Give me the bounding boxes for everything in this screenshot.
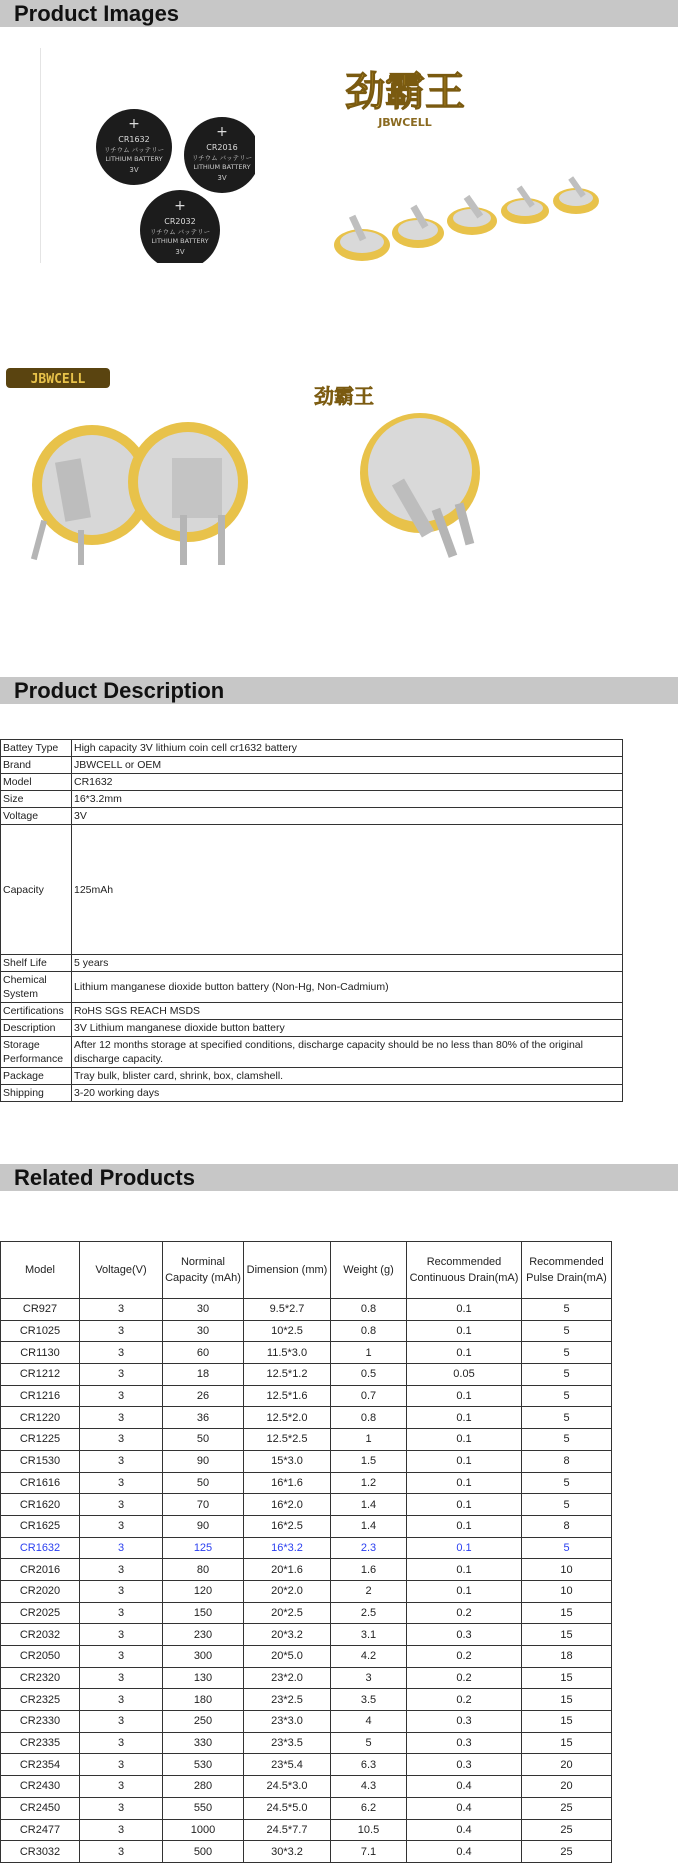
- single-tabbed-battery-image: [310, 378, 510, 588]
- cell-dimension: 16*2.5: [244, 1515, 331, 1537]
- cell-continuous-drain: 0.3: [407, 1711, 522, 1733]
- cell-capacity: 26: [163, 1385, 244, 1407]
- spec-value: 5 years: [72, 955, 623, 972]
- table-row: [1, 1841, 612, 1863]
- product-images-title: Product Images: [14, 1, 180, 26]
- cell-dimension: 12.5*2.5: [244, 1429, 331, 1451]
- cell-model: CR1025: [1, 1320, 80, 1342]
- coin-volt-label: 3V: [129, 166, 139, 174]
- table-row: [1, 1320, 612, 1342]
- spec-row: [1, 774, 623, 791]
- cell-pulse-drain: 10: [522, 1580, 612, 1602]
- cell-dimension: 16*2.0: [244, 1494, 331, 1516]
- cell-voltage: 3: [80, 1364, 163, 1386]
- brand-badge-text: JBWCELL: [30, 372, 86, 387]
- spec-row: [1, 972, 623, 1003]
- table-row: [1, 1494, 612, 1516]
- cell-pulse-drain: 15: [522, 1711, 612, 1733]
- cell-capacity: 50: [163, 1472, 244, 1494]
- cell-dimension: 23*3.0: [244, 1711, 331, 1733]
- cell-continuous-drain: 0.05: [407, 1364, 522, 1386]
- product-description-header: [0, 677, 678, 704]
- cell-dimension: 23*3.5: [244, 1732, 331, 1754]
- coin-cr1632: [96, 109, 172, 185]
- cell-dimension: 20*5.0: [244, 1646, 331, 1668]
- coin-en-label: LITHIUM BATTERY: [193, 163, 251, 171]
- cell-weight: 1.2: [331, 1472, 407, 1494]
- cell-weight: 4.2: [331, 1646, 407, 1668]
- col-header-weight: Weight (g): [331, 1242, 407, 1299]
- cell-pulse-drain: 5: [522, 1407, 612, 1429]
- spec-row: [1, 1037, 623, 1068]
- cell-continuous-drain: 0.1: [407, 1407, 522, 1429]
- cell-capacity: 30: [163, 1299, 244, 1321]
- cell-voltage: 3: [80, 1646, 163, 1668]
- table-row: [1, 1646, 612, 1668]
- cell-capacity: 550: [163, 1797, 244, 1819]
- spec-key: Capacity: [1, 825, 72, 955]
- cell-weight: 10.5: [331, 1819, 407, 1841]
- spec-key: Package: [1, 1068, 72, 1085]
- cell-capacity: 36: [163, 1407, 244, 1429]
- cell-pulse-drain: 5: [522, 1494, 612, 1516]
- related-products-title: Related Products: [14, 1165, 195, 1190]
- cell-voltage: 3: [80, 1841, 163, 1863]
- product-images-header: [0, 0, 678, 27]
- cell-capacity: 500: [163, 1841, 244, 1863]
- brand-logo: [345, 68, 465, 129]
- cell-voltage: 3: [80, 1797, 163, 1819]
- cell-pulse-drain: 5: [522, 1429, 612, 1451]
- tabbed-batteries-image: [330, 55, 620, 280]
- cell-model: CR2477: [1, 1819, 80, 1841]
- cell-weight: 3.1: [331, 1624, 407, 1646]
- cell-voltage: 3: [80, 1385, 163, 1407]
- cell-continuous-drain: 0.2: [407, 1689, 522, 1711]
- cell-capacity: 530: [163, 1754, 244, 1776]
- cell-dimension: 20*1.6: [244, 1559, 331, 1581]
- cell-pulse-drain: 8: [522, 1515, 612, 1537]
- cell-pulse-drain: 5: [522, 1472, 612, 1494]
- cell-capacity: 30: [163, 1320, 244, 1342]
- cell-model: CR1530: [1, 1450, 80, 1472]
- cell-voltage: 3: [80, 1299, 163, 1321]
- cell-voltage: 3: [80, 1689, 163, 1711]
- cell-model: CR1220: [1, 1407, 80, 1429]
- cell-pulse-drain: 5: [522, 1537, 612, 1559]
- cell-pulse-drain: 15: [522, 1602, 612, 1624]
- table-row: [1, 1407, 612, 1429]
- spec-key: Battey Type: [1, 740, 72, 757]
- logo-chinese-text: 劲霸王: [345, 68, 465, 115]
- cell-capacity: 330: [163, 1732, 244, 1754]
- related-products-table: [0, 1241, 612, 1863]
- spec-value: 3V Lithium manganese dioxide button battery: [72, 1020, 623, 1037]
- table-row: [1, 1580, 612, 1602]
- cell-model: CR1130: [1, 1342, 80, 1364]
- cell-weight: 2: [331, 1580, 407, 1602]
- table-row: [1, 1342, 612, 1364]
- cell-dimension: 15*3.0: [244, 1450, 331, 1472]
- cell-capacity: 130: [163, 1667, 244, 1689]
- product-description-table: [0, 739, 623, 1102]
- logo-brand-text: JBWCELL: [378, 116, 432, 129]
- spec-value: JBWCELL or OEM: [72, 757, 623, 774]
- cell-continuous-drain: 0.1: [407, 1299, 522, 1321]
- cell-voltage: 3: [80, 1711, 163, 1733]
- cell-capacity: 230: [163, 1624, 244, 1646]
- col-header-continuous-drain: Recommended Continuous Drain(mA): [407, 1242, 522, 1299]
- cell-capacity: 1000: [163, 1819, 244, 1841]
- cell-pulse-drain: 25: [522, 1797, 612, 1819]
- spec-row: [1, 955, 623, 972]
- spec-key: Model: [1, 774, 72, 791]
- cell-model: CR2016: [1, 1559, 80, 1581]
- spec-key: Storage Performance: [1, 1037, 72, 1068]
- cell-continuous-drain: 0.4: [407, 1841, 522, 1863]
- product-description-title: Product Description: [14, 678, 225, 703]
- spec-key: Brand: [1, 757, 72, 774]
- cell-voltage: 3: [80, 1624, 163, 1646]
- coin-jp-label: リチウム バッテリー: [191, 154, 253, 162]
- spec-value: RoHS SGS REACH MSDS: [72, 1003, 623, 1020]
- cell-voltage: 3: [80, 1320, 163, 1342]
- table-row: [1, 1450, 612, 1472]
- spec-row: [1, 1020, 623, 1037]
- cell-pulse-drain: 20: [522, 1754, 612, 1776]
- cell-model: CR2430: [1, 1776, 80, 1798]
- cell-pulse-drain: 18: [522, 1646, 612, 1668]
- spec-value: CR1632: [72, 774, 623, 791]
- cell-model: CR2050: [1, 1646, 80, 1668]
- cell-dimension: 24.5*5.0: [244, 1797, 331, 1819]
- cell-pulse-drain: 8: [522, 1450, 612, 1472]
- cell-weight: 6.3: [331, 1754, 407, 1776]
- col-header-model: Model: [1, 1242, 80, 1299]
- cell-continuous-drain: 0.1: [407, 1450, 522, 1472]
- col-header-voltage: Voltage(V): [80, 1242, 163, 1299]
- spec-value: After 12 months storage at specified conditions, discharge capacity should be no less than 80% of the original discharge capacity.: [72, 1037, 623, 1068]
- cell-model: CR1620: [1, 1494, 80, 1516]
- cell-continuous-drain: 0.1: [407, 1320, 522, 1342]
- cell-dimension: 23*2.5: [244, 1689, 331, 1711]
- cell-model: CR2032: [1, 1624, 80, 1646]
- small-logo-text: 劲霸王: [314, 384, 374, 408]
- cell-voltage: 3: [80, 1732, 163, 1754]
- col-header-dimension: Dimension (mm): [244, 1242, 331, 1299]
- table-row: [1, 1472, 612, 1494]
- cell-continuous-drain: 0.1: [407, 1342, 522, 1364]
- cell-pulse-drain: 5: [522, 1385, 612, 1407]
- table-row: [1, 1776, 612, 1798]
- spec-value: 3-20 working days: [72, 1085, 623, 1102]
- cell-continuous-drain: 0.1: [407, 1537, 522, 1559]
- cell-voltage: 3: [80, 1537, 163, 1559]
- cell-dimension: 16*3.2: [244, 1537, 331, 1559]
- svg-text:+: +: [174, 198, 186, 214]
- cell-voltage: 3: [80, 1342, 163, 1364]
- cell-dimension: 23*5.4: [244, 1754, 331, 1776]
- tabbed-battery-row: [334, 176, 599, 261]
- cell-weight: 0.8: [331, 1299, 407, 1321]
- cell-pulse-drain: 15: [522, 1689, 612, 1711]
- spec-key: Voltage: [1, 808, 72, 825]
- related-products-header: [0, 1164, 678, 1191]
- spec-value: Lithium manganese dioxide button battery (Non-Hg, Non-Cadmium): [72, 972, 623, 1003]
- table-row: [1, 1754, 612, 1776]
- spec-row: [1, 1068, 623, 1085]
- svg-text:+: +: [128, 116, 140, 132]
- cell-dimension: 10*2.5: [244, 1320, 331, 1342]
- cell-dimension: 12.5*1.6: [244, 1385, 331, 1407]
- coin-en-label: LITHIUM BATTERY: [151, 237, 209, 245]
- cell-weight: 0.8: [331, 1320, 407, 1342]
- coin-jp-label: リチウム バッテリー: [149, 228, 211, 236]
- cell-capacity: 180: [163, 1689, 244, 1711]
- cell-model: CR1625: [1, 1515, 80, 1537]
- cell-pulse-drain: 15: [522, 1667, 612, 1689]
- svg-text:+: +: [216, 124, 228, 140]
- table-row: [1, 1364, 612, 1386]
- cell-pulse-drain: 5: [522, 1364, 612, 1386]
- cell-capacity: 125: [163, 1537, 244, 1559]
- cell-model: CR2020: [1, 1580, 80, 1602]
- cell-model: CR2354: [1, 1754, 80, 1776]
- cell-continuous-drain: 0.1: [407, 1580, 522, 1602]
- cell-pulse-drain: 5: [522, 1342, 612, 1364]
- cell-capacity: 60: [163, 1342, 244, 1364]
- table-row: [1, 1689, 612, 1711]
- cell-model: CR1212: [1, 1364, 80, 1386]
- cell-dimension: 16*1.6: [244, 1472, 331, 1494]
- cell-pulse-drain: 5: [522, 1299, 612, 1321]
- cell-model: CR1616: [1, 1472, 80, 1494]
- cell-continuous-drain: 0.2: [407, 1667, 522, 1689]
- cell-voltage: 3: [80, 1559, 163, 1581]
- cell-voltage: 3: [80, 1754, 163, 1776]
- spec-key: Chemical System: [1, 972, 72, 1003]
- table-header-row: [1, 1242, 612, 1299]
- cell-continuous-drain: 0.3: [407, 1732, 522, 1754]
- cell-model: CR2450: [1, 1797, 80, 1819]
- coin-en-label: LITHIUM BATTERY: [105, 155, 163, 163]
- cell-voltage: 3: [80, 1429, 163, 1451]
- cell-continuous-drain: 0.3: [407, 1754, 522, 1776]
- cell-model: CR2325: [1, 1689, 80, 1711]
- cell-continuous-drain: 0.4: [407, 1797, 522, 1819]
- cell-weight: 0.7: [331, 1385, 407, 1407]
- spec-row: [1, 825, 623, 955]
- cell-dimension: 11.5*3.0: [244, 1342, 331, 1364]
- spec-key: Shipping: [1, 1085, 72, 1102]
- cell-continuous-drain: 0.1: [407, 1515, 522, 1537]
- coin-volt-label: 3V: [217, 174, 227, 182]
- spec-row: [1, 1085, 623, 1102]
- cell-weight: 1: [331, 1429, 407, 1451]
- cell-voltage: 3: [80, 1667, 163, 1689]
- coin-volt-label: 3V: [175, 248, 185, 256]
- coin-jp-label: リチウム バッテリー: [103, 146, 165, 154]
- spec-key: Certifications: [1, 1003, 72, 1020]
- cell-dimension: 12.5*1.2: [244, 1364, 331, 1386]
- cell-pulse-drain: 5: [522, 1320, 612, 1342]
- cell-weight: 6.2: [331, 1797, 407, 1819]
- col-header-pulse-drain: Recommended Pulse Drain(mA): [522, 1242, 612, 1299]
- cell-model: CR2320: [1, 1667, 80, 1689]
- coin-cells-image: [40, 48, 255, 263]
- cell-pulse-drain: 25: [522, 1819, 612, 1841]
- cell-weight: 3: [331, 1667, 407, 1689]
- cell-capacity: 280: [163, 1776, 244, 1798]
- cell-dimension: 9.5*2.7: [244, 1299, 331, 1321]
- coin-model-label: CR1632: [118, 135, 150, 144]
- table-row: [1, 1299, 612, 1321]
- cell-dimension: 20*3.2: [244, 1624, 331, 1646]
- cell-capacity: 18: [163, 1364, 244, 1386]
- coin-model-label: CR2032: [164, 217, 196, 226]
- spec-row: [1, 808, 623, 825]
- cell-weight: 1.6: [331, 1559, 407, 1581]
- cell-capacity: 90: [163, 1450, 244, 1472]
- cell-continuous-drain: 0.4: [407, 1776, 522, 1798]
- cell-weight: 4.3: [331, 1776, 407, 1798]
- cell-capacity: 90: [163, 1515, 244, 1537]
- cell-capacity: 150: [163, 1602, 244, 1624]
- cell-capacity: 50: [163, 1429, 244, 1451]
- spec-row: [1, 1003, 623, 1020]
- cell-dimension: 30*3.2: [244, 1841, 331, 1863]
- table-row: [1, 1515, 612, 1537]
- cell-continuous-drain: 0.1: [407, 1494, 522, 1516]
- spec-key: Description: [1, 1020, 72, 1037]
- cell-model: CR2025: [1, 1602, 80, 1624]
- cell-capacity: 120: [163, 1580, 244, 1602]
- cell-model: CR927: [1, 1299, 80, 1321]
- cell-dimension: 12.5*2.0: [244, 1407, 331, 1429]
- cell-dimension: 20*2.0: [244, 1580, 331, 1602]
- cell-voltage: 3: [80, 1450, 163, 1472]
- table-row: [1, 1385, 612, 1407]
- cell-model: CR1216: [1, 1385, 80, 1407]
- table-row: [1, 1537, 612, 1559]
- cell-weight: 4: [331, 1711, 407, 1733]
- cell-weight: 5: [331, 1732, 407, 1754]
- cell-continuous-drain: 0.1: [407, 1385, 522, 1407]
- cell-dimension: 20*2.5: [244, 1602, 331, 1624]
- table-row: [1, 1819, 612, 1841]
- spec-key: Shelf Life: [1, 955, 72, 972]
- cell-voltage: 3: [80, 1602, 163, 1624]
- table-row: [1, 1797, 612, 1819]
- cell-model: CR1632: [1, 1537, 80, 1559]
- spec-row: [1, 757, 623, 774]
- spec-value: High capacity 3V lithium coin cell cr1632 battery: [72, 740, 623, 757]
- cell-voltage: 3: [80, 1494, 163, 1516]
- cell-weight: 3.5: [331, 1689, 407, 1711]
- cell-pulse-drain: 20: [522, 1776, 612, 1798]
- cell-weight: 7.1: [331, 1841, 407, 1863]
- col-header-capacity: Norminal Capacity (mAh): [163, 1242, 244, 1299]
- cell-model: CR1225: [1, 1429, 80, 1451]
- spec-value: 125mAh: [72, 825, 623, 955]
- cell-model: CR3032: [1, 1841, 80, 1863]
- cell-dimension: 23*2.0: [244, 1667, 331, 1689]
- cell-voltage: 3: [80, 1515, 163, 1537]
- cell-capacity: 70: [163, 1494, 244, 1516]
- jbwcell-batteries-image: [0, 360, 270, 590]
- cell-continuous-drain: 0.2: [407, 1646, 522, 1668]
- cell-pulse-drain: 15: [522, 1624, 612, 1646]
- cell-weight: 1.4: [331, 1494, 407, 1516]
- coin-model-label: CR2016: [206, 143, 238, 152]
- cell-capacity: 300: [163, 1646, 244, 1668]
- related-products-body: [1, 1299, 612, 1863]
- cell-weight: 1.5: [331, 1450, 407, 1472]
- cell-dimension: 24.5*3.0: [244, 1776, 331, 1798]
- tabbed-battery-right: [128, 422, 248, 565]
- cell-weight: 0.5: [331, 1364, 407, 1386]
- cell-continuous-drain: 0.1: [407, 1559, 522, 1581]
- table-row: [1, 1429, 612, 1451]
- cell-weight: 0.8: [331, 1407, 407, 1429]
- cell-capacity: 80: [163, 1559, 244, 1581]
- cell-voltage: 3: [80, 1407, 163, 1429]
- cell-continuous-drain: 0.2: [407, 1602, 522, 1624]
- cell-voltage: 3: [80, 1819, 163, 1841]
- cell-voltage: 3: [80, 1776, 163, 1798]
- cell-pulse-drain: 10: [522, 1559, 612, 1581]
- table-row: [1, 1711, 612, 1733]
- cell-model: CR2335: [1, 1732, 80, 1754]
- cell-pulse-drain: 15: [522, 1732, 612, 1754]
- cell-voltage: 3: [80, 1472, 163, 1494]
- spec-row: [1, 791, 623, 808]
- cell-model: CR2330: [1, 1711, 80, 1733]
- cell-voltage: 3: [80, 1580, 163, 1602]
- cell-capacity: 250: [163, 1711, 244, 1733]
- cell-continuous-drain: 0.3: [407, 1624, 522, 1646]
- cell-continuous-drain: 0.1: [407, 1472, 522, 1494]
- table-row: [1, 1602, 612, 1624]
- spec-key: Size: [1, 791, 72, 808]
- table-row: [1, 1732, 612, 1754]
- table-row: [1, 1624, 612, 1646]
- cell-pulse-drain: 25: [522, 1841, 612, 1863]
- table-row: [1, 1667, 612, 1689]
- cell-dimension: 24.5*7.7: [244, 1819, 331, 1841]
- table-row: [1, 1559, 612, 1581]
- spec-value: 3V: [72, 808, 623, 825]
- cell-weight: 2.5: [331, 1602, 407, 1624]
- cell-continuous-drain: 0.1: [407, 1429, 522, 1451]
- spec-row: [1, 740, 623, 757]
- spec-value: Tray bulk, blister card, shrink, box, clamshell.: [72, 1068, 623, 1085]
- cell-continuous-drain: 0.4: [407, 1819, 522, 1841]
- cell-weight: 1.4: [331, 1515, 407, 1537]
- cell-weight: 1: [331, 1342, 407, 1364]
- spec-value: 16*3.2mm: [72, 791, 623, 808]
- cell-weight: 2.3: [331, 1537, 407, 1559]
